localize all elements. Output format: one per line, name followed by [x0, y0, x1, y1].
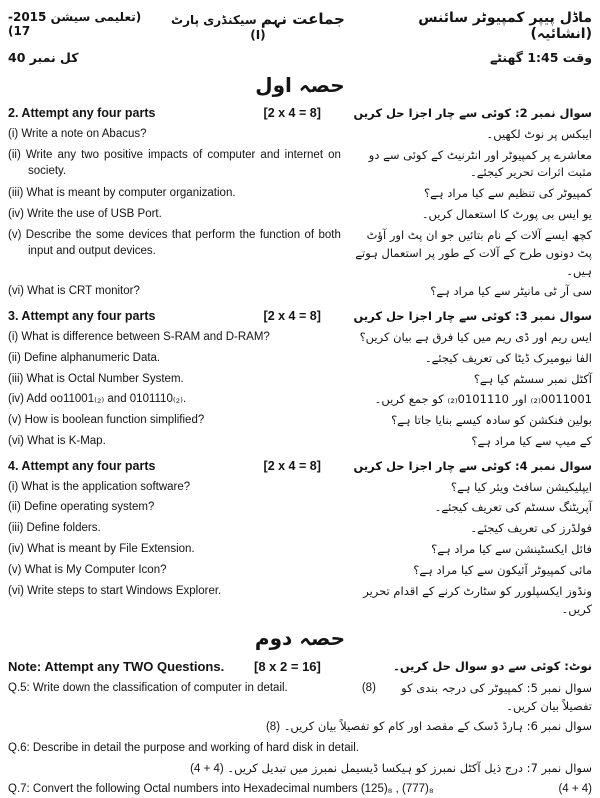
question-item — [8, 283, 592, 301]
section-header — [8, 458, 592, 476]
note-text-en: Note: Attempt any TWO Questions. — [8, 659, 225, 675]
question-ur: ایبکس پر نوٹ لکھیں۔ — [486, 126, 592, 141]
question-en: (iii) What is meant by computer organization. — [8, 187, 236, 200]
question-item — [8, 412, 592, 430]
section-q2 — [8, 105, 592, 301]
section-q3 — [8, 308, 592, 451]
session-label: (تعلیمی سیشن 2015-17) — [8, 10, 142, 38]
question-5 — [8, 680, 592, 716]
question-item — [8, 520, 592, 538]
question-ur: کے میپ سے کیا مراد ہے؟ — [471, 434, 592, 448]
question-ur: ونڈوز ایکسپلورر کو سٹارٹ کرنے کے اقدام تحریر کریں۔ — [363, 583, 592, 616]
section-q4 — [8, 458, 592, 619]
question-en: (i) What is difference between S-RAM and D-RAM? — [8, 330, 270, 343]
question-7-en — [8, 781, 592, 797]
q6-text-en: Q.6: Describe in detail the purpose and working of hard disk in detail. — [8, 742, 359, 755]
question-en: (iii) Define folders. — [8, 522, 101, 535]
q7-text-en: Q.7: Convert the following Octal numbers into Hexadecimal numbers (125)₈ , (777)₈ — [8, 783, 434, 796]
question-en: (iii) What is Octal Number System. — [8, 372, 184, 385]
section-title-ur: سوال نمبر 2: کوئی سے چار اجزا حل کریں — [353, 106, 592, 120]
section-title-ur: سوال نمبر 3: کوئی سے چار اجزا حل کریں — [353, 309, 592, 324]
q5-text-ur: سوال نمبر 5: کمپیوٹر کی درجہ بندی کو تفصیلاً بیان کریں۔ — [401, 680, 592, 713]
section-header-en — [8, 458, 341, 476]
question-item — [8, 541, 592, 559]
section-title-en: 3. Attempt any four parts — [8, 309, 156, 324]
question-ur: مائی کمپیوٹر آئیکون سے کیا مراد ہے؟ — [413, 562, 592, 577]
note-marks: [8 x 2 = 16] — [254, 659, 321, 675]
question-en: (ii) Define operating system? — [8, 501, 155, 514]
total-marks: کل نمبر 40 — [8, 50, 79, 65]
question-item — [8, 206, 592, 224]
class-and-part — [162, 10, 354, 42]
question-ur: کچھ ایسے آلات کے نام بتائیں جو ان پٹ اور آؤٹ پٹ دونوں طرح کے آلات کے طور پر استعمال ہوتے ہیں۔ — [355, 227, 592, 278]
part1-heading: حصہ اول — [255, 73, 345, 97]
question-item — [8, 583, 592, 619]
question-ur: الفا نیومیرک ڈیٹا کی تعریف کیجئے۔ — [424, 350, 592, 365]
question-en: (iv) Add oo11001₍₂₎ and 0101110₍₂₎. — [8, 393, 187, 406]
part2-note — [8, 658, 592, 676]
question-ur: فولڈرز کی تعریف کیجئے۔ — [470, 521, 592, 536]
question-item — [8, 329, 592, 347]
note-text-ur: نوٹ: کوئی سے دو سوال حل کریں۔ — [393, 659, 592, 674]
q6-marks: (8) — [265, 721, 281, 734]
q6-text-ur: سوال نمبر 6: ہارڈ ڈسک کے مقصد اور کام کو تفصیلاً بیان کریں۔ — [283, 719, 592, 734]
note-en-wrap — [8, 658, 341, 676]
question-item — [8, 479, 592, 497]
question-item — [8, 185, 592, 203]
question-6-ur — [8, 718, 592, 737]
question-ur: 0011001₍₂₎ اور 0101110₍₂₎ کو جمع کریں۔ — [374, 392, 592, 407]
part2-heading: حصہ دوم — [254, 626, 346, 651]
question-ur: سی آر ٹی مانیٹر سے کیا مراد ہے؟ — [430, 284, 592, 299]
question-ur: آکٹل نمبر سسٹم کیا ہے؟ — [473, 371, 592, 386]
section-header — [8, 308, 592, 326]
class-label: جماعت نہم — [260, 10, 345, 28]
question-ur: ایس ریم اور ڈی ریم میں کیا فرق ہے بیان کریں؟ — [359, 329, 592, 344]
question-ur: کمپیوٹر کی تنظیم سے کیا مراد ہے؟ — [424, 186, 592, 201]
question-item — [8, 147, 592, 183]
question-item — [8, 227, 592, 280]
section-title-en: 2. Attempt any four parts — [8, 106, 156, 120]
question-item — [8, 562, 592, 580]
question-en: (ii) Define alphanumeric Data. — [8, 351, 161, 364]
section-header — [8, 105, 592, 123]
question-en: (v) How is boolean function simplified? — [8, 414, 205, 427]
question-ur: آپریٹنگ سسٹم کی تعریف کیجئے۔ — [434, 500, 592, 515]
q5-en-wrap — [8, 680, 376, 696]
paper-title: ماڈل پیپر کمپیوٹر سائنس (انشائیہ) — [418, 10, 592, 42]
section-marks: [2 x 4 = 8] — [263, 458, 321, 473]
header-row-1 — [8, 10, 592, 42]
question-en: (vi) Write steps to start Windows Explorer. — [8, 584, 222, 597]
q5-text-en: Q.5: Write down the classification of computer in detail. — [8, 681, 288, 694]
question-ur: معاشرے پر کمپیوٹر اور انٹرنیٹ کے کوئی سے دو مثبت اثرات تحریر کیجئے۔ — [368, 147, 592, 180]
part-label: سیکنڈری پارٹ (I) — [171, 13, 266, 42]
question-item — [8, 499, 592, 517]
question-en: (vi) What is K-Map. — [8, 435, 106, 447]
time-allowed: وقت 1:45 گھنٹے — [489, 50, 592, 65]
question-en: (i) What is the application software? — [8, 480, 191, 493]
question-ur: فائل ایکسٹینشن سے کیا مراد ہے؟ — [431, 542, 592, 557]
q7-marks: (4 + 4) — [190, 762, 224, 775]
question-en: (v) What is My Computer Icon? — [8, 563, 167, 576]
question-en: (iv) What is meant by File Extension. — [8, 543, 195, 556]
q7-text-ur: سوال نمبر 7: درج ذیل آکٹل نمبرز کو ہیکسا ڈیسیمل نمبرز میں تبدیل کریں۔ — [227, 760, 592, 775]
question-en: (i) Write a note on Abacus? — [8, 127, 147, 140]
section-header-en — [8, 105, 341, 123]
q5-marks: (8) — [361, 681, 376, 694]
question-en: (v) Describe the some devices that perform the function of both input and output devices. — [8, 228, 341, 258]
question-ur: ایپلیکیشن سافٹ ویئر کیا ہے؟ — [450, 479, 592, 494]
question-item — [8, 391, 592, 409]
question-item — [8, 126, 592, 144]
section-title-en: 4. Attempt any four parts — [8, 458, 156, 473]
question-ur: یو ایس بی پورٹ کا استعمال کریں۔ — [421, 207, 592, 222]
section-title-ur: سوال نمبر 4: کوئی سے چار اجزا حل کریں — [353, 458, 592, 473]
header-row-2 — [8, 50, 592, 65]
q7-en-marks: (4 + 4) — [558, 783, 592, 796]
question-item — [8, 433, 592, 451]
question-en: (iv) Write the use of USB Port. — [8, 208, 162, 221]
paper-header — [8, 10, 592, 65]
section-marks: [2 x 4 = 8] — [263, 309, 321, 324]
question-6-en — [8, 740, 592, 756]
question-7-ur — [8, 760, 592, 779]
section-header-en — [8, 308, 341, 326]
question-item — [8, 371, 592, 389]
question-en: (vi) What is CRT monitor? — [8, 285, 140, 298]
question-ur: بولین فنکشن کو سادہ کیسے بنایا جاتا ہے؟ — [391, 413, 592, 428]
question-item — [8, 350, 592, 368]
section-marks: [2 x 4 = 8] — [263, 106, 321, 120]
question-en: (ii) Write any two positive impacts of computer and internet on society. — [8, 148, 341, 177]
